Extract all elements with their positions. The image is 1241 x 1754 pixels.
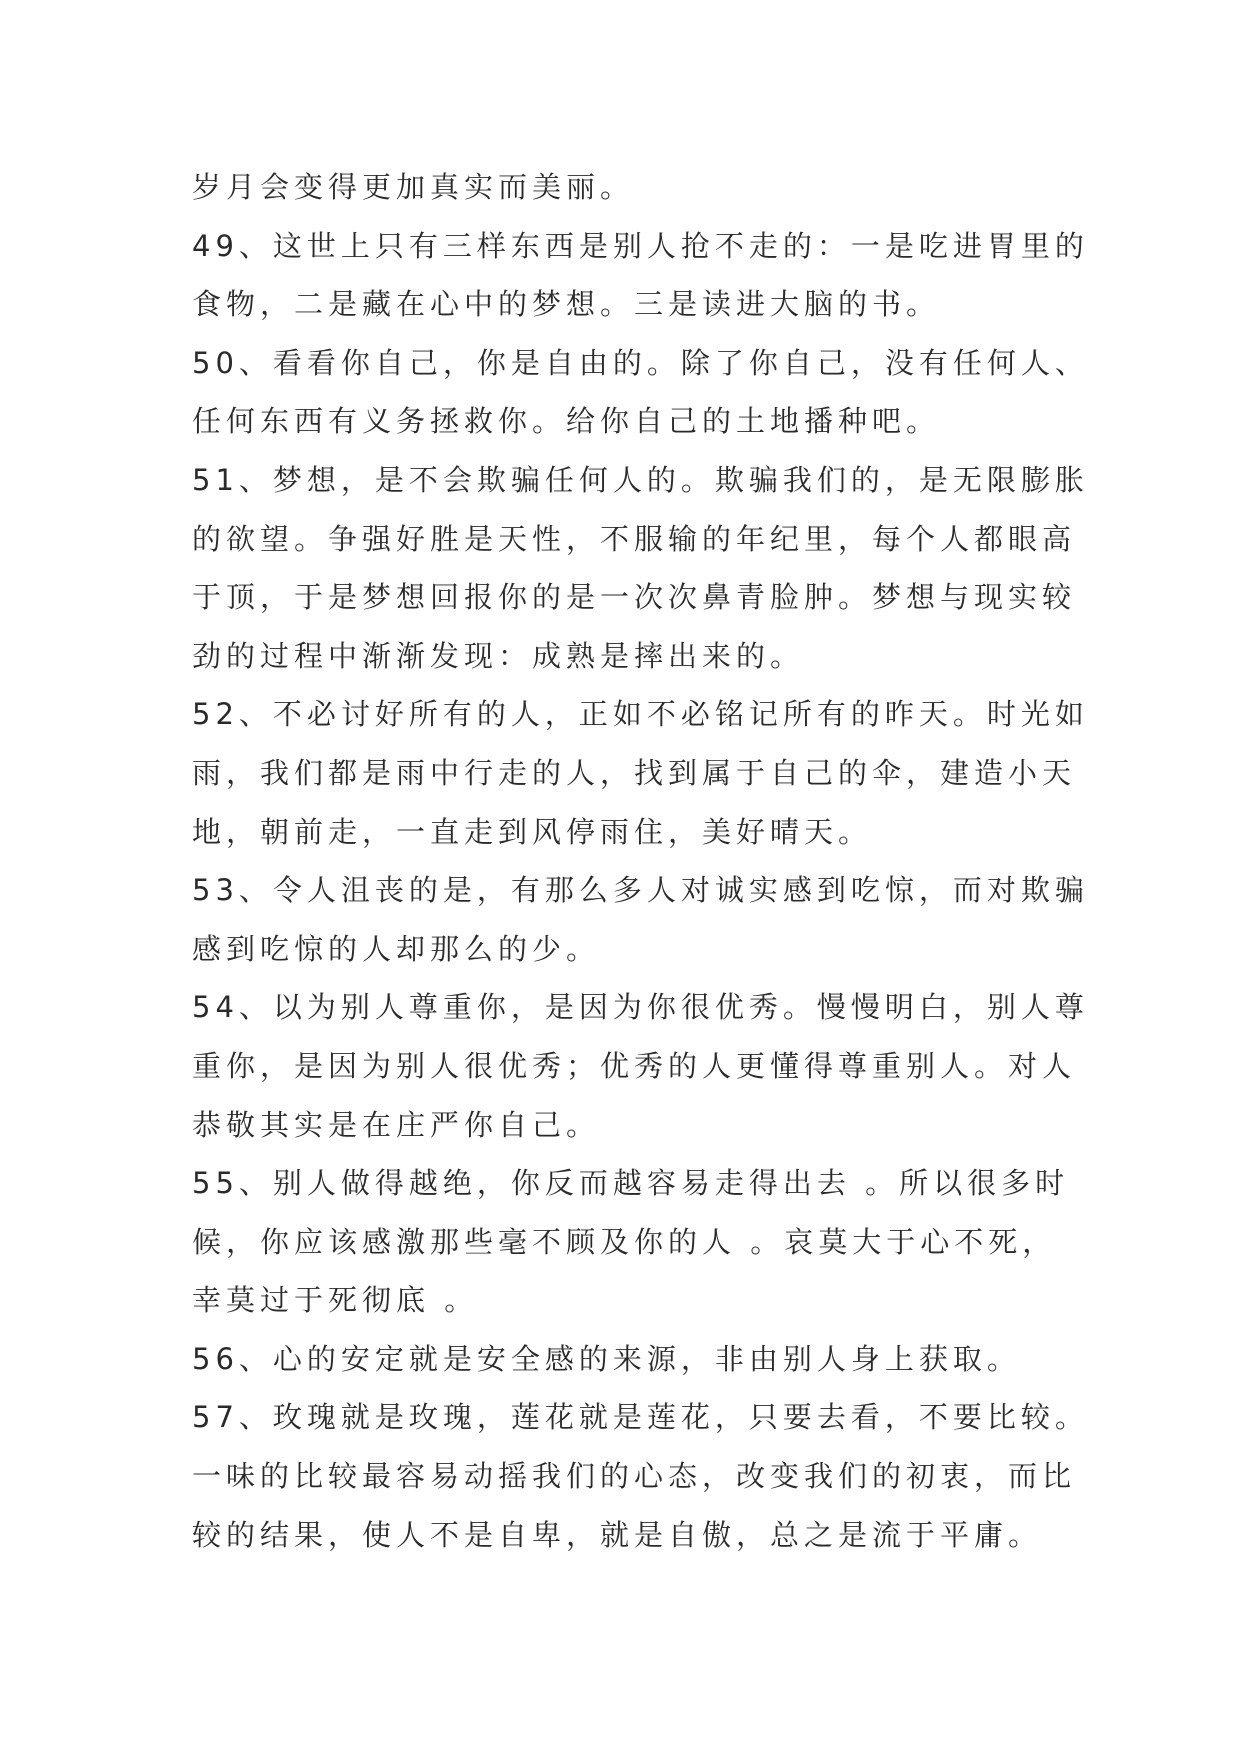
text-line: 52、不必讨好所有的人，正如不必铭记所有的昨天。时光如 [192, 697, 1089, 732]
text-line: 49、这世上只有三样东西是别人抢不走的：一是吃进胃里的 [192, 228, 1089, 263]
text-line: 劲的过程中渐渐发现：成熟是摔出来的。 [192, 638, 805, 673]
text-line: 于顶，于是梦想回报你的是一次次鼻青脸肿。梦想与现实较 [192, 580, 1077, 615]
text-line: 53、令人沮丧的是，有那么多人对诚实感到吃惊，而对欺骗 [192, 873, 1089, 908]
text-line: 雨，我们都是雨中行走的人，找到属于自己的伞，建造小天 [192, 755, 1077, 790]
text-line: 55、别人做得越绝，你反而越容易走得出去 。所以很多时 [192, 1166, 1070, 1201]
body-text [192, 158, 1089, 1564]
text-line: 一味的比较最容易动摇我们的心态，改变我们的初衷，而比 [192, 1459, 1077, 1494]
text-line: 重你，是因为别人很优秀；优秀的人更懂得尊重别人。对人 [192, 1048, 1077, 1083]
text-line: 56、心的安定就是安全感的来源，非由别人身上获取。 [192, 1341, 1021, 1376]
text-line: 较的结果，使人不是自卑，就是自傲，总之是流于平庸。 [192, 1517, 1043, 1552]
text-line: 恭敬其实是在庄严你自己。 [192, 1107, 601, 1142]
text-line: 岁月会变得更加真实而美丽。 [192, 170, 635, 204]
text-line: 感到吃惊的人却那么的少。 [192, 931, 601, 966]
text-line: 54、以为别人尊重你，是因为你很优秀。慢慢明白，别人尊 [192, 990, 1089, 1025]
text-line: 地，朝前走，一直走到风停雨住，美好晴天。 [192, 814, 873, 849]
text-line: 食物，二是藏在心中的梦想。三是读进大脑的书。 [192, 287, 941, 322]
text-line: 57、玫瑰就是玫瑰，莲花就是莲花，只要去看，不要比较。 [192, 1400, 1089, 1435]
text-line: 候，你应该感激那些毫不顾及你的人 。哀莫大于心不死， [192, 1224, 1057, 1259]
text-line: 50、看看你自己，你是自由的。除了你自己，没有任何人、 [192, 345, 1089, 380]
text-line: 的欲望。争强好胜是天性，不服输的年纪里，每个人都眼高 [192, 521, 1077, 556]
text-line: 51、梦想，是不会欺骗任何人的。欺骗我们的，是无限膨胀 [192, 462, 1089, 497]
text-line: 任何东西有义务拯救你。给你自己的土地播种吧。 [192, 404, 941, 439]
text-line: 幸莫过于死彻底 。 [192, 1283, 479, 1318]
